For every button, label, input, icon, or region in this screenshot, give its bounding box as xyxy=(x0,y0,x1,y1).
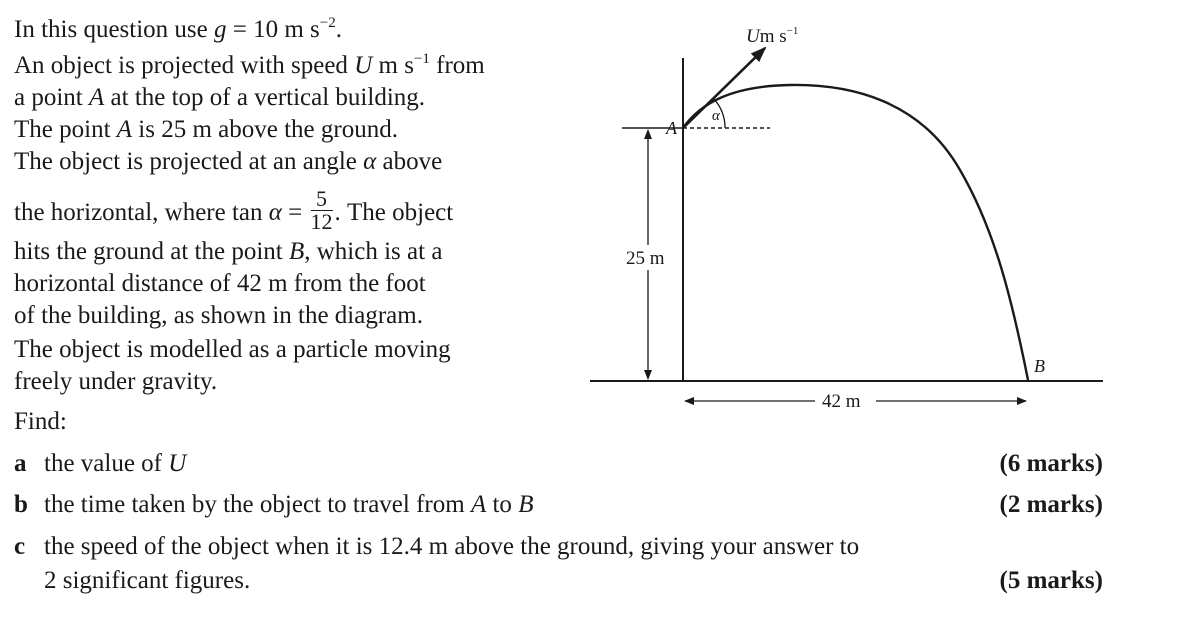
intro-line-6: the horizontal, where tan α = $\frac{5}{12}$ . The object xyxy=(14,186,454,234)
intro-line-8: horizontal distance of 42 m from the foot xyxy=(14,270,426,297)
intro-line-11: freely under gravity. xyxy=(14,368,218,395)
question-a: a the value of U xyxy=(14,450,187,477)
point-a-label: A xyxy=(666,118,677,138)
question-c-marks: (5 marks) xyxy=(999,567,1103,594)
intro-line-10: The object is modelled as a particle moving xyxy=(14,336,451,363)
question-b-marks: (2 marks) xyxy=(999,491,1103,518)
intro-line-2: An object is projected with speed U m $s^{-1}$ from xyxy=(14,51,485,79)
intro-line-5: The object is projected at an angle α above xyxy=(14,148,443,175)
tan-fraction: $\frac{5}{12}$ xyxy=(310,186,333,234)
trajectory-curve xyxy=(683,85,1028,380)
point-b-label: B xyxy=(1034,356,1045,376)
question-c: c the speed of the object when it is 12.4 m above the ground, giving your answer to xyxy=(14,533,860,560)
intro-line-7: hits the ground at the point B, which is at a xyxy=(14,238,443,265)
intro-line-9: of the building, as shown in the diagram. xyxy=(14,302,423,329)
question-c-continued: 2 significant figures. xyxy=(44,567,251,594)
intro-line-3: a point A at the top of a vertical building. xyxy=(14,84,426,111)
distance-label: 42 m xyxy=(822,391,861,412)
find-label: Find: xyxy=(14,408,67,435)
speed-label: Um $s^{-1}$ xyxy=(746,25,799,47)
intro-line-1: In this question use g = 10 m $s^{-2}$. xyxy=(14,15,342,43)
question-b: b the time taken by the object to travel from A to B xyxy=(14,491,534,518)
intro-line-4: The point A is 25 m above the ground. xyxy=(14,116,398,143)
alpha-label: α xyxy=(712,108,720,124)
height-label: 25 m xyxy=(626,248,665,269)
question-a-marks: (6 marks) xyxy=(999,450,1103,477)
